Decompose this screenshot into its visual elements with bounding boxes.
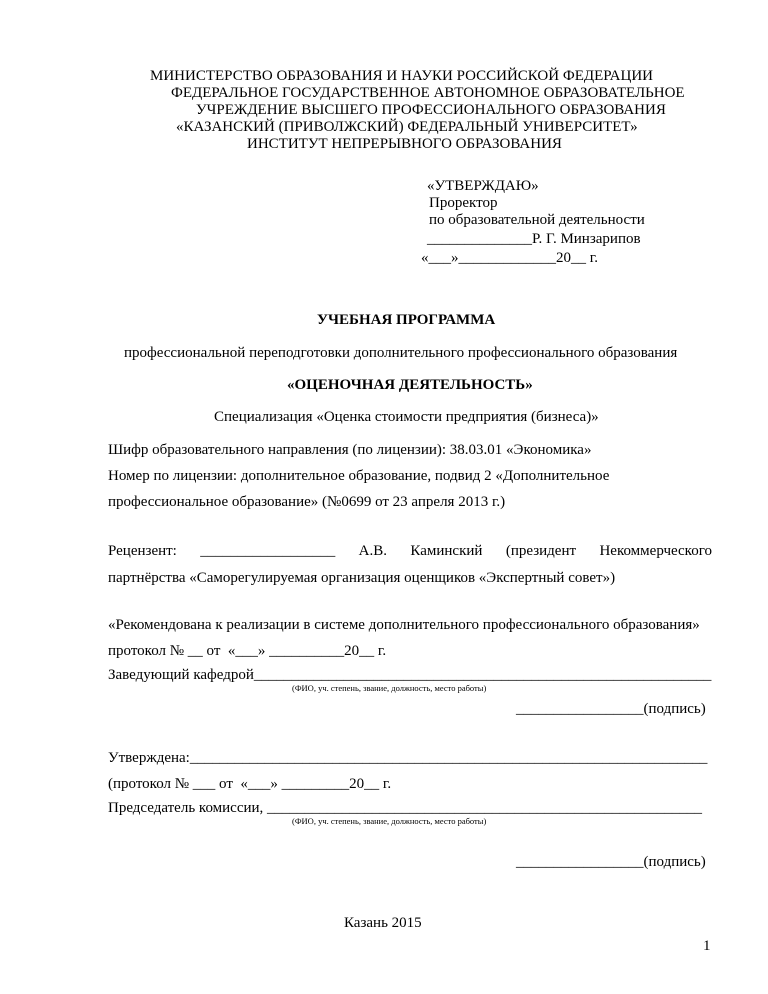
- header-line-institute: ИНСТИТУТ НЕПРЕРЫВНОГО ОБРАЗОВАНИЯ: [247, 136, 562, 152]
- reviewer-label: Рецензент:: [108, 543, 177, 559]
- reviewer-initials: А.В.: [358, 543, 388, 559]
- license-number-line1: Номер по лицензии: дополнительное образование, подвид 2 «Дополнительное: [108, 468, 610, 484]
- city-year: Казань 2015: [344, 915, 422, 931]
- commission-chair-field: Председатель комиссии, __________________________________________________________: [108, 800, 703, 816]
- header-line-institution: УЧРЕЖДЕНИЕ ВЫСШЕГО ПРОФЕССИОНАЛЬНОГО ОБРАЗОВАНИЯ: [196, 102, 666, 118]
- approval-department: по образовательной деятельности: [429, 212, 645, 228]
- recommendation-protocol: протокол № __ от «___» __________20__ г.: [108, 643, 387, 659]
- program-title: УЧЕБНАЯ ПРОГРАММА: [317, 312, 496, 328]
- reviewer-blank: __________________: [200, 543, 336, 559]
- head-signature: _________________(подпись): [516, 701, 706, 717]
- approval-signature: ______________Р. Г. Минзарипов: [427, 231, 641, 247]
- approval-date: «___»_____________20__ г.: [421, 250, 598, 266]
- header-line-university: «КАЗАНСКИЙ (ПРИВОЛЖСКИЙ) ФЕДЕРАЛЬНЫЙ УНИВЕРСИТЕТ»: [176, 119, 638, 135]
- header-line-federal: ФЕДЕРАЛЬНОЕ ГОСУДАРСТВЕННОЕ АВТОНОМНОЕ ОБРАЗОВАТЕЛЬНОЕ: [171, 85, 685, 101]
- chair-signature: _________________(подпись): [516, 854, 706, 870]
- approval-title: «УТВЕРЖДАЮ»: [427, 178, 539, 194]
- header-line-ministry: МИНИСТЕРСТВО ОБРАЗОВАНИЯ И НАУКИ РОССИЙСКОЙ ФЕДЕРАЦИИ: [150, 68, 653, 84]
- license-number-line2: профессиональное образование» (№0699 от 23 апреля 2013 г.): [108, 494, 506, 510]
- head-of-department-hint: (ФИО, уч. степень, звание, должность, место работы): [292, 683, 487, 693]
- approved-field: Утверждена:_____________________________________________________________________: [108, 750, 708, 766]
- reviewer-role: (президент: [505, 543, 577, 559]
- approved-protocol: (протокол № ___ от «___» _________20__ г.: [108, 776, 392, 792]
- reviewer-line2: партнёрства «Саморегулируемая организация оценщиков «Экспертный совет»): [108, 570, 616, 586]
- recommendation-text: «Рекомендована к реализации в системе дополнительного профессионального образования»: [108, 617, 700, 633]
- program-subtitle: профессиональной переподготовки дополнительного профессионального образования: [124, 345, 678, 361]
- license-code: Шифр образовательного направления (по лицензии): 38.03.01 «Экономика»: [108, 442, 592, 458]
- reviewer-surname: Каминский: [410, 543, 483, 559]
- program-name: «ОЦЕНОЧНАЯ ДЕЯТЕЛЬНОСТЬ»: [287, 377, 533, 393]
- head-of-department-field: Заведующий кафедрой_____________________________________________________________: [108, 667, 712, 683]
- program-specialization: Специализация «Оценка стоимости предприятия (бизнеса)»: [214, 409, 599, 425]
- commission-chair-hint: (ФИО, уч. степень, звание, должность, место работы): [292, 816, 487, 826]
- reviewer-line: [108, 542, 712, 560]
- approval-position: Проректор: [429, 195, 498, 211]
- reviewer-org: Некоммерческого: [599, 543, 712, 559]
- page-number: 1: [703, 938, 711, 954]
